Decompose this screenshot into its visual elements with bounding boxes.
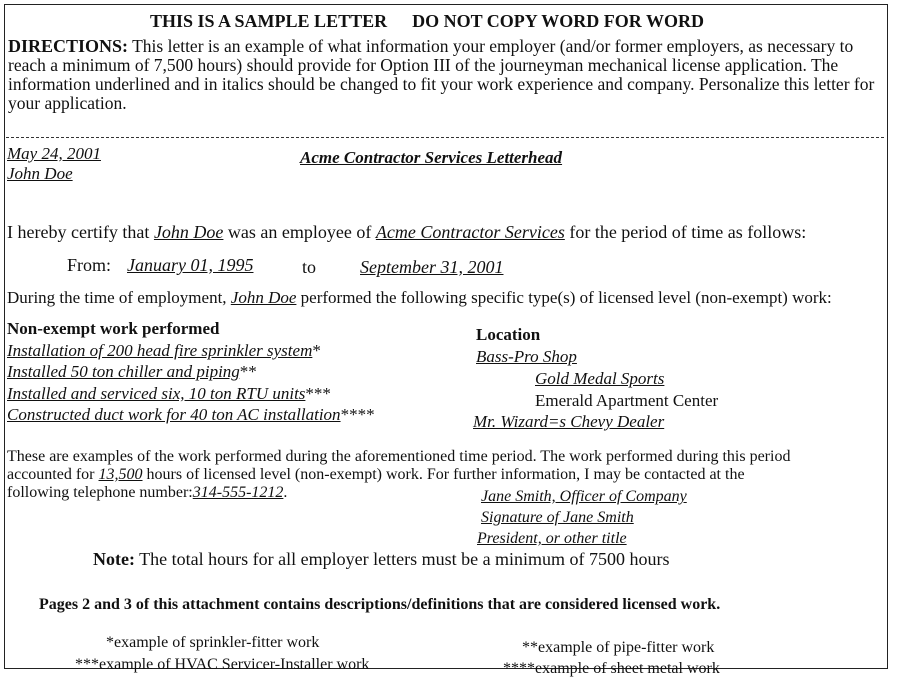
- work-item: [7, 362, 257, 382]
- certify-text-1: I hereby certify that: [7, 222, 154, 242]
- summary-text: accounted for: [7, 466, 99, 483]
- work-item-mark: ***: [305, 384, 331, 403]
- work-item-text: Installation of 200 head fire sprinkler system: [7, 341, 313, 360]
- certify-company: Acme Contractor Services: [375, 222, 565, 242]
- from-label: From:: [67, 255, 112, 275]
- hours-value: 13,500: [98, 466, 143, 483]
- location-item: Emerald Apartment Center: [535, 391, 719, 410]
- certify-text-3: for the period of time as follows:: [564, 222, 807, 242]
- footnote-sheet-metal: ****example of sheet metal work: [503, 660, 720, 677]
- location-item: Bass-Pro Shop: [476, 347, 577, 366]
- certify-line: [7, 222, 806, 243]
- location-item: Mr. Wizard=s Chevy Dealer: [473, 412, 665, 431]
- from-date: January 01, 1995: [127, 255, 254, 275]
- work-item-text: Constructed duct work for 40 ton AC installation: [7, 405, 341, 424]
- work-item-mark: *: [312, 341, 321, 360]
- note-label: Note:: [93, 549, 135, 569]
- directions-paragraph: [8, 37, 880, 113]
- employment-text-2: performed the following specific type(s) of licensed level (non-exempt) work:: [296, 288, 832, 307]
- letter-recipient-name: John Doe: [7, 164, 73, 183]
- certify-employee: John Doe: [153, 222, 224, 242]
- directions-text: This letter is an example of what information your employer (and/or former employers, as necessary to reach a minimum of 7,500 hours) should provide for Option III of the journeyman mechanical license application. The information underlined and in italics should be changed to fit your work experience and company. Personalize this letter for your application.: [8, 36, 875, 113]
- summary-text: hours of licensed level (non-exempt) work. For further information, I may be contacted at the: [142, 466, 745, 483]
- summary-text: following telephone number:: [7, 484, 193, 501]
- sample-letter-title: THIS IS A SAMPLE LETTER: [150, 11, 388, 31]
- minimum-hours-note: [93, 549, 670, 570]
- note-text: The total hours for all employer letters must be a minimum of 7500 hours: [134, 549, 670, 569]
- signer-signature: Signature of Jane Smith: [481, 509, 634, 526]
- work-item: [7, 341, 321, 361]
- no-copy-warning: DO NOT COPY WORD FOR WORD: [412, 11, 704, 31]
- employment-employee: John Doe: [230, 288, 297, 307]
- to-date: September 31, 2001: [360, 257, 504, 277]
- work-item-mark: ****: [340, 405, 375, 424]
- header-title: [150, 11, 704, 32]
- letterhead-placeholder: Acme Contractor Services Letterhead: [300, 148, 563, 167]
- work-item: [7, 384, 331, 404]
- summary-line-2: [7, 466, 745, 484]
- work-heading: Non-exempt work performed: [7, 319, 220, 338]
- pages-note: Pages 2 and 3 of this attachment contains descriptions/definitions that are considered licensed work.: [39, 596, 721, 613]
- footnote-hvac: ***example of HVAC Servicer-Installer work: [75, 656, 370, 673]
- certify-text-2: was an employee of: [223, 222, 376, 242]
- signer-name: Jane Smith, Officer of Company: [481, 488, 687, 505]
- work-item-text: Installed 50 ton chiller and piping: [7, 362, 240, 381]
- letter-date: May 24, 2001: [7, 144, 101, 163]
- directions-label: DIRECTIONS:: [8, 36, 129, 56]
- footnote-sprinkler: *example of sprinkler-fitter work: [106, 634, 320, 651]
- location-heading: Location: [476, 325, 541, 344]
- employment-text-1: During the time of employment,: [7, 288, 231, 307]
- dashed-divider: [6, 137, 884, 138]
- signer-title: President, or other title: [477, 530, 627, 547]
- summary-line-3: [7, 484, 287, 502]
- location-item: Gold Medal Sports: [535, 369, 665, 388]
- work-item: [7, 405, 375, 425]
- work-item-text: Installed and serviced six, 10 ton RTU units: [7, 384, 306, 403]
- summary-text: .: [283, 484, 288, 501]
- phone-number: 314-555-1212: [192, 484, 284, 501]
- summary-line-1: These are examples of the work performed during the aforementioned time period. The work performed during this period: [7, 448, 791, 465]
- employment-line: [7, 288, 832, 308]
- footnote-pipe: **example of pipe-fitter work: [522, 639, 715, 656]
- to-label: to: [302, 257, 317, 277]
- work-item-mark: **: [239, 362, 257, 381]
